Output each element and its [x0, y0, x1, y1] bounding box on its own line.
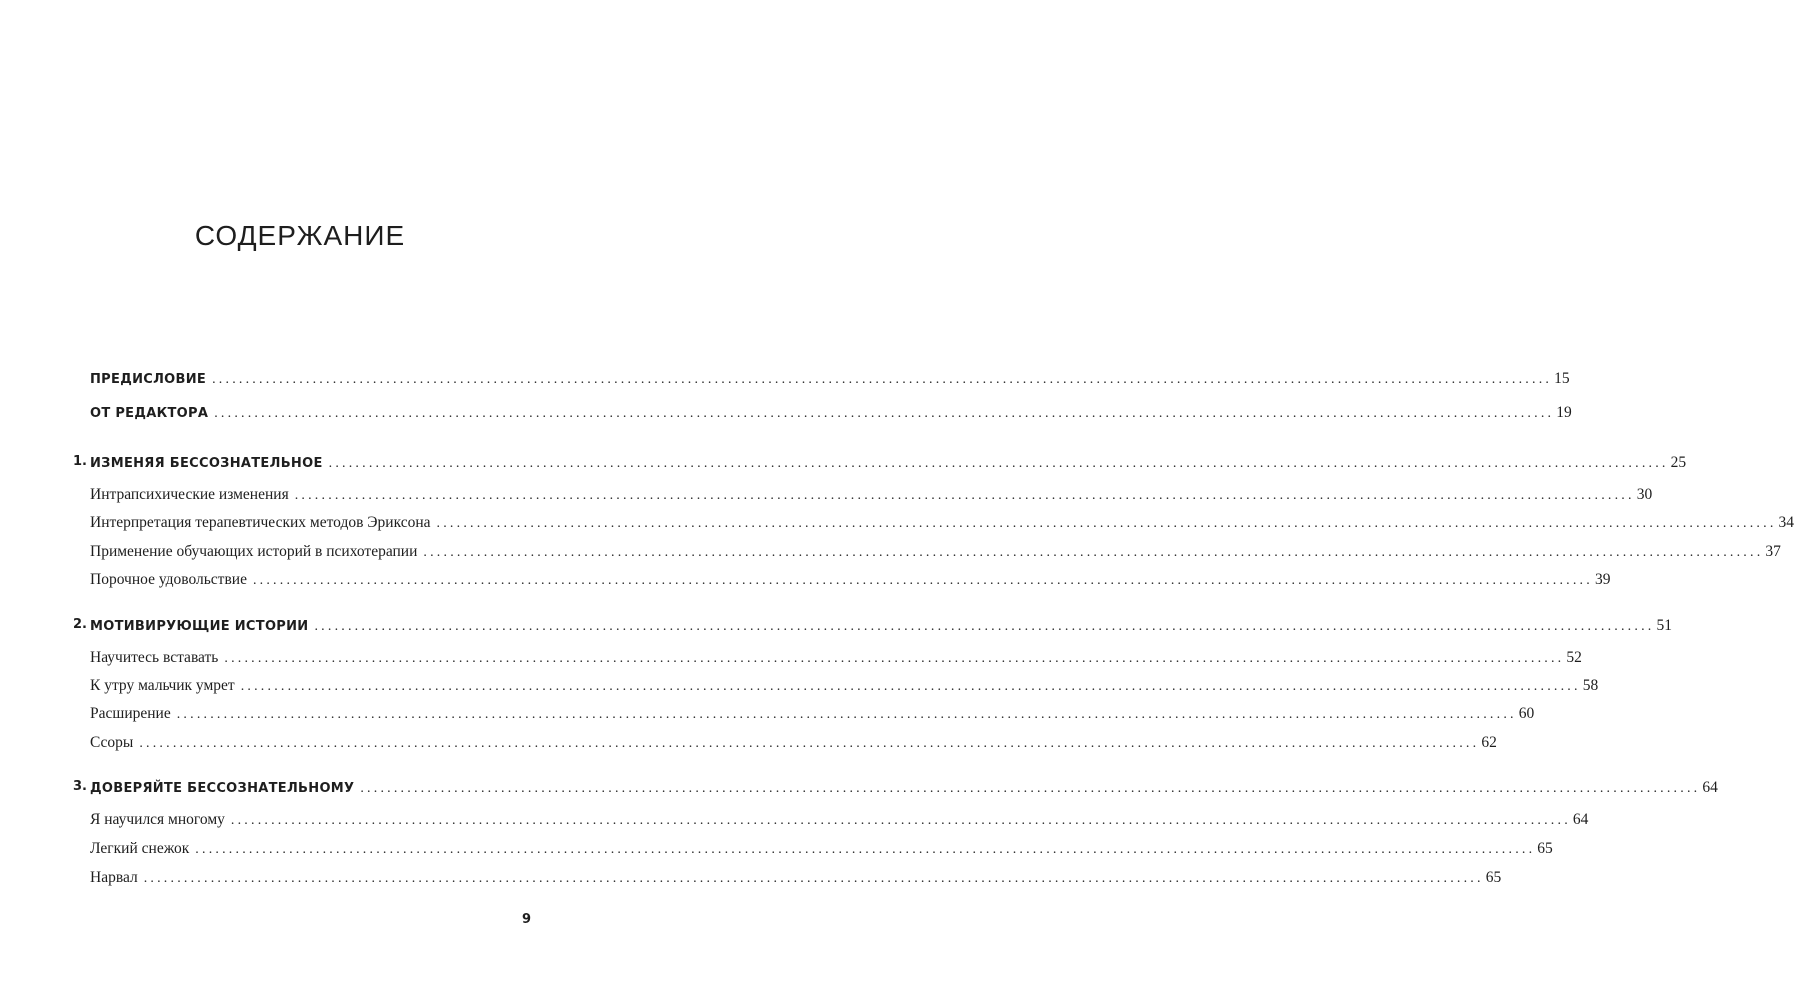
- entry-page: 39: [1594, 571, 1611, 588]
- toc-entry: [90, 486, 1653, 508]
- entry-title: Ссоры: [90, 734, 134, 751]
- toc-entry: [90, 705, 1535, 727]
- entry-page: 52: [1566, 649, 1582, 666]
- entry-title: Порочное удовольствие: [90, 571, 247, 588]
- toc-entry: [90, 370, 1570, 392]
- toc-entry: [73, 454, 1687, 476]
- dot-leader: ........................................................................................................................................................................................................: [139, 736, 1480, 751]
- entry-title: ИЗМЕНЯЯ БЕССОЗНАТЕЛЬНОЕ: [90, 456, 323, 471]
- dot-leader: ........................................................................................................................................................................................................: [176, 707, 1517, 722]
- page-title: СОДЕРЖАНИЕ: [194, 220, 406, 251]
- entry-page: 65: [1485, 869, 1502, 886]
- entry-title: ДОВЕРЯЙТЕ БЕССОЗНАТЕЛЬНОМУ: [90, 781, 355, 796]
- toc-entry: [90, 404, 1572, 426]
- dot-leader: ........................................................................................................................................................................................................: [240, 679, 1581, 694]
- entry-page: 30: [1636, 486, 1653, 503]
- dot-leader: ........................................................................................................................................................................................................: [436, 516, 1777, 531]
- entry-page: 15: [1554, 370, 1570, 387]
- entry-title: Нарвал: [90, 869, 138, 886]
- entry-page: 62: [1481, 734, 1497, 751]
- toc-entry: [90, 543, 1781, 565]
- dot-leader: ........................................................................................................................................................................................................: [252, 573, 1593, 588]
- dot-leader: ........................................................................................................................................................................................................: [230, 813, 1571, 828]
- entry-title: ПРЕДИСЛОВИЕ: [90, 372, 207, 387]
- chapter-number: 2.: [73, 617, 87, 632]
- toc-entry: [90, 571, 1611, 593]
- dot-leader: ........................................................................................................................................................................................................: [328, 456, 1669, 471]
- entry-title: МОТИВИРУЮЩИЕ ИСТОРИИ: [90, 619, 309, 634]
- entry-title: Я научился многому: [90, 811, 225, 828]
- entry-page: 64: [1572, 811, 1589, 828]
- entry-title: Легкий снежок: [90, 840, 190, 857]
- chapter-number: 3.: [73, 779, 87, 794]
- entry-title: Применение обучающих историй в психотерапии: [90, 543, 418, 560]
- dot-leader: ........................................................................................................................................................................................................: [224, 651, 1565, 666]
- toc-entry: [90, 869, 1502, 891]
- entry-page: 65: [1537, 840, 1553, 857]
- toc-entry: [90, 811, 1589, 833]
- entry-title: Интерпретация терапевтических методов Эриксона: [90, 514, 431, 531]
- entry-page: 60: [1518, 705, 1535, 722]
- toc-entry: [90, 840, 1553, 862]
- entry-title: Расширение: [90, 705, 171, 722]
- dot-leader: ........................................................................................................................................................................................................: [294, 488, 1635, 503]
- toc-entry: [90, 649, 1582, 671]
- chapter-number: 1.: [73, 454, 87, 469]
- dot-leader: ........................................................................................................................................................................................................: [360, 781, 1701, 796]
- dot-leader: ........................................................................................................................................................................................................: [314, 619, 1655, 634]
- entry-title: ОТ РЕДАКТОРА: [90, 406, 209, 421]
- toc-entry: [90, 514, 1794, 536]
- entry-page: 51: [1656, 617, 1672, 634]
- entry-title: Интрапсихические изменения: [90, 486, 289, 503]
- dot-leader: ........................................................................................................................................................................................................: [423, 545, 1764, 560]
- entry-page: 37: [1765, 543, 1781, 560]
- entry-title: Научитесь вставать: [90, 649, 219, 666]
- entry-page: 64: [1702, 779, 1718, 796]
- dot-leader: ........................................................................................................................................................................................................: [143, 871, 1484, 886]
- dot-leader: ........................................................................................................................................................................................................: [214, 406, 1555, 421]
- entry-page: 34: [1778, 514, 1794, 531]
- page-number: 9: [522, 912, 532, 927]
- toc-entry: [73, 617, 1672, 639]
- toc-entry: [90, 677, 1599, 699]
- entry-title: К утру мальчик умрет: [90, 677, 235, 694]
- dot-leader: ........................................................................................................................................................................................................: [212, 372, 1553, 387]
- toc-entry: [73, 779, 1718, 801]
- entry-page: 25: [1670, 454, 1687, 471]
- entry-page: 58: [1582, 677, 1599, 694]
- dot-leader: ........................................................................................................................................................................................................: [195, 842, 1536, 857]
- toc-entry: [90, 734, 1497, 756]
- entry-page: 19: [1556, 404, 1572, 421]
